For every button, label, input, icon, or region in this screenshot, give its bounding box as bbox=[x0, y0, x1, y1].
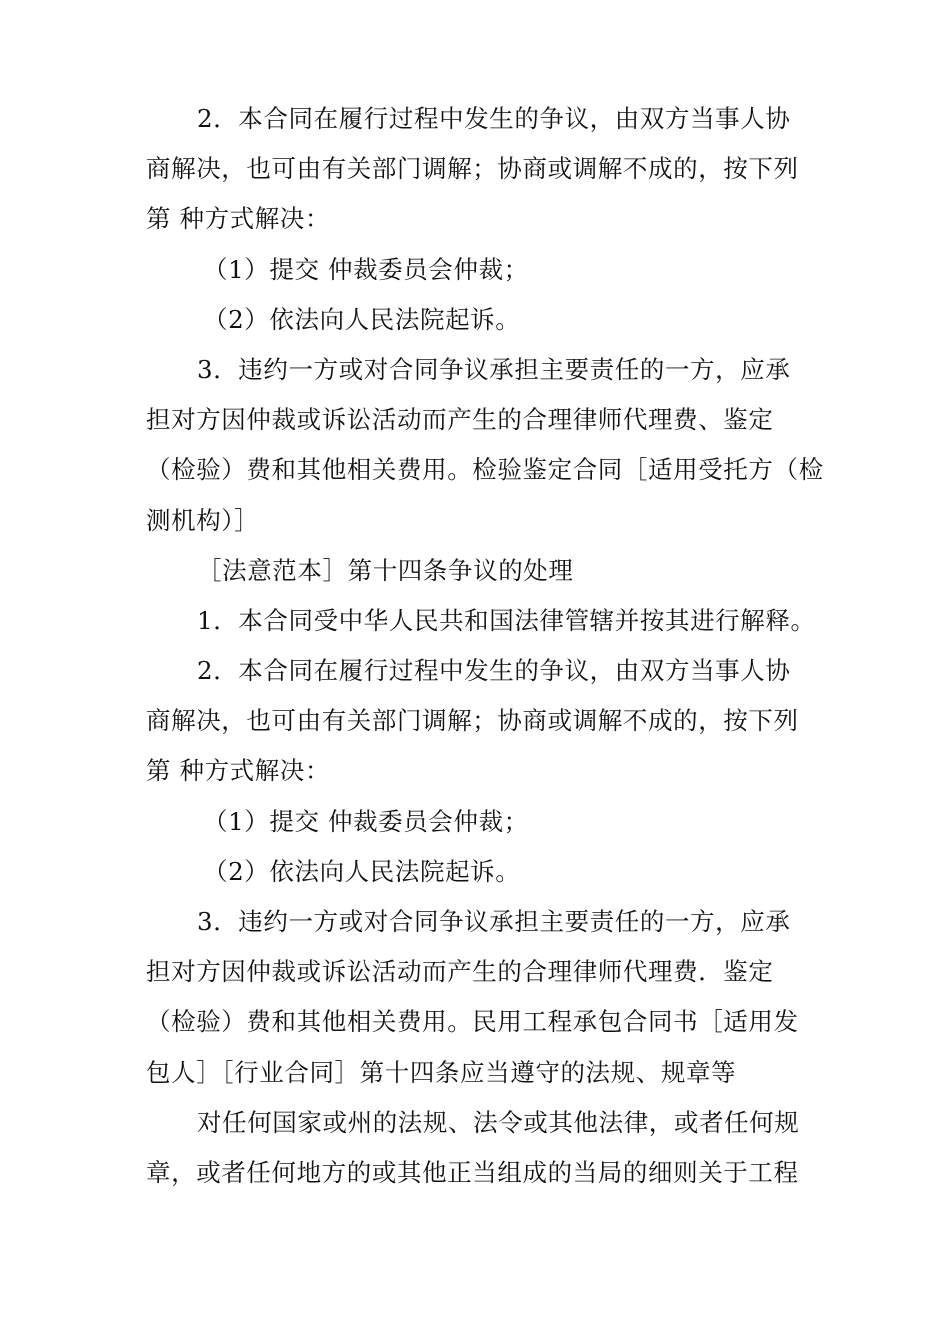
text-line: 商解决，也可由有关部门调解；协商或调解不成的，按下列 bbox=[146, 154, 799, 184]
text-line: （检验）费和其他相关费用。检验鉴定合同［适用受托方（检 bbox=[146, 455, 824, 485]
text-line: 章，或者任何地方的或其他正当组成的当局的细则关于工程 bbox=[146, 1157, 799, 1187]
text-line: 2．本合同在履行过程中发生的争议，由双方当事人协 bbox=[197, 104, 791, 133]
text-line: 3．违约一方或对合同争议承担主要责任的一方，应承 bbox=[197, 907, 791, 936]
text-line: 测机构）］ bbox=[146, 505, 260, 535]
text-line: 2．本合同在履行过程中发生的争议，由双方当事人协 bbox=[197, 656, 791, 686]
document-body bbox=[146, 94, 824, 1198]
text-line: （2）依法向人民法院起诉。 bbox=[203, 856, 521, 886]
text-line: （1）提交 仲裁委员会仲裁； bbox=[203, 806, 529, 836]
text-line: 担对方因仲裁或诉讼活动而产生的合理律师代理费．鉴定 bbox=[146, 957, 774, 987]
text-line: 商解决，也可由有关部门调解；协商或调解不成的，按下列 bbox=[146, 706, 799, 736]
text-line: 第 种方式解决： bbox=[146, 756, 331, 786]
text-line: 担对方因仲裁或诉讼活动而产生的合理律师代理费、鉴定 bbox=[146, 405, 774, 435]
text-line: （2）依法向人民法院起诉。 bbox=[203, 304, 521, 334]
text-line: 3．违约一方或对合同争议承担主要责任的一方，应承 bbox=[197, 354, 791, 384]
text-line: （检验）费和其他相关费用。民用工程承包合同书［适用发 bbox=[146, 1007, 799, 1037]
text-line: （1）提交 仲裁委员会仲裁； bbox=[203, 254, 529, 284]
text-line: 第 种方式解决： bbox=[146, 204, 331, 234]
text-line: 对任何国家或州的法规、法令或其他法律，或者任何规 bbox=[197, 1107, 800, 1137]
text-line: ［法意范本］第十四条争议的处理 bbox=[197, 555, 574, 585]
text-line: 1．本合同受中华人民共和国法律管辖并按其进行解释。 bbox=[197, 605, 816, 635]
text-line: 包人］［行业合同］第十四条应当遵守的法规、规章等 bbox=[146, 1057, 737, 1087]
